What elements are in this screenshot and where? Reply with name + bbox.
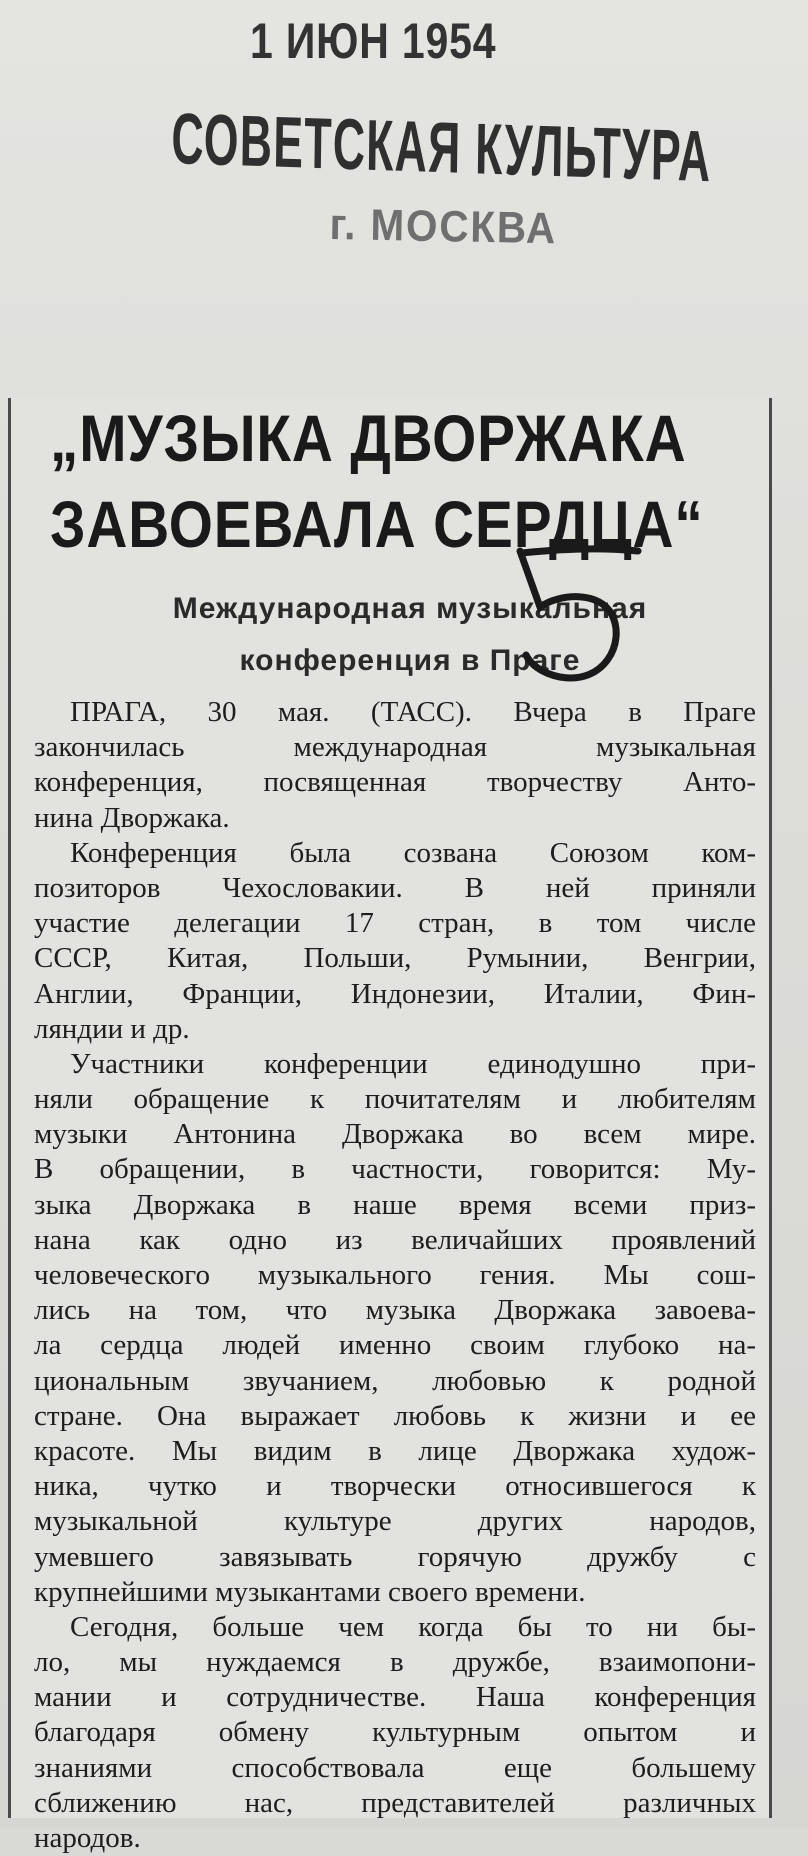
text-line: сближению нас, представителей различных bbox=[34, 1786, 756, 1819]
text-line: Конференция была созвана Союзом ком- bbox=[70, 836, 756, 869]
text-line: умевшего завязывать горячую дружбу с bbox=[34, 1540, 756, 1573]
article-subheadline bbox=[60, 583, 760, 687]
text-line: закончилась международная музыкальная bbox=[34, 731, 756, 764]
stamp-date: 1 ИЮН 1954 bbox=[250, 13, 497, 69]
article-paragraph bbox=[34, 1047, 756, 1610]
text-line: циональным звучанием, любовью к родной bbox=[34, 1364, 756, 1397]
text-line: нана как одно из величайших проявлений bbox=[34, 1223, 756, 1256]
text-line: ПРАГА, 30 мая. (ТАСС). Вчера в Праге bbox=[70, 696, 756, 728]
subheadline-line: конференция в Праге bbox=[239, 644, 581, 677]
text-line: СССР, Китая, Польши, Румынии, Венгрии, bbox=[34, 942, 756, 975]
text-line: народов. bbox=[34, 1822, 141, 1854]
headline-line: „МУЗЫКА ДВОРЖАКА bbox=[50, 401, 687, 475]
text-line: участие делегации 17 стран, в том числе bbox=[34, 907, 756, 940]
text-line: ла сердца людей именно своим глубоко на- bbox=[34, 1329, 756, 1362]
text-line: В обращении, в частности, говорится: Му- bbox=[34, 1153, 756, 1186]
text-line: знаниями способствовала еще большему bbox=[34, 1751, 756, 1784]
text-line: благодаря обмену культурным опытом и bbox=[34, 1716, 756, 1749]
article-paragraph bbox=[34, 836, 756, 1047]
text-line: зыка Дворжака в наше время всеми приз- bbox=[34, 1188, 756, 1221]
text-line: Англии, Франции, Индонезии, Италии, Фин- bbox=[34, 977, 756, 1010]
article-paragraph bbox=[34, 695, 756, 836]
text-line: музыкальной культуре других народов, bbox=[34, 1505, 756, 1538]
text-line: мании и сотрудничестве. Наша конференция bbox=[34, 1681, 756, 1714]
article-body bbox=[34, 695, 756, 1856]
text-line: музыки Антонина Дворжака во всем мире. bbox=[34, 1118, 756, 1151]
text-line: ника, чутко и творчески относившегося к bbox=[34, 1470, 756, 1503]
subheadline-line: Международная музыкальная bbox=[172, 592, 648, 625]
article-paragraph bbox=[34, 1610, 756, 1856]
text-line: ло, мы нуждаемся в дружбе, взаимопони- bbox=[34, 1646, 756, 1679]
text-line: нина Дворжака. bbox=[34, 801, 230, 834]
text-line: Сегодня, больше чем когда бы то ни бы- bbox=[70, 1610, 756, 1643]
text-line: ляндии и др. bbox=[34, 1012, 190, 1045]
text-line: няли обращение к почитателям и любителям bbox=[34, 1083, 756, 1116]
headline-line: ЗАВОЕВАЛА СЕРДЦА“ bbox=[50, 487, 704, 561]
text-line: человеческого музыкального гения. Мы сош- bbox=[34, 1259, 756, 1291]
text-line: красоте. Мы видим в лице Дворжака худож- bbox=[34, 1434, 756, 1467]
article-headline bbox=[50, 395, 704, 567]
text-line: лись на том, что музыка Дворжака завоева- bbox=[34, 1294, 756, 1327]
text-line: стране. Она выражает любовь к жизни и ее bbox=[34, 1399, 756, 1432]
text-line: конференция, посвященная творчеству Анто- bbox=[34, 766, 756, 799]
text-line: позиторов Чехословакии. В ней приняли bbox=[34, 871, 756, 904]
text-line: Участники конференции единодушно при- bbox=[70, 1047, 756, 1080]
stamp-city: г. МОСКВА bbox=[329, 200, 558, 254]
handwritten-page-number bbox=[500, 545, 650, 705]
text-line: крупнейшими музыкантами своего времени. bbox=[34, 1575, 586, 1608]
stamp-newspaper-name: СОВЕТСКАЯ КУЛЬТУРА bbox=[170, 98, 712, 198]
